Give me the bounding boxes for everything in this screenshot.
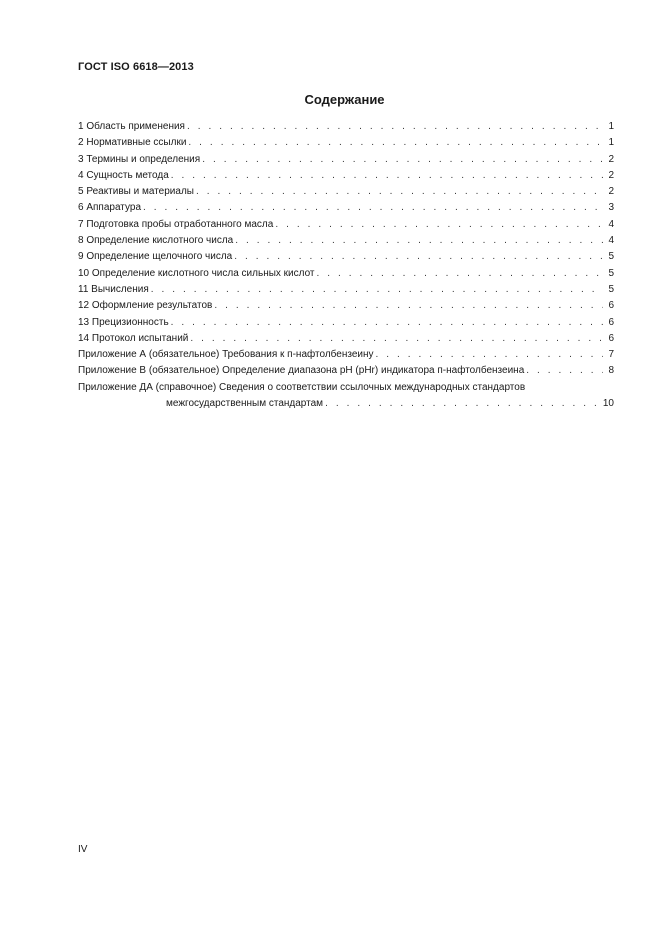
toc-entry-label: 3 Термины и определения xyxy=(78,153,201,165)
toc-entry-page: 7 xyxy=(608,349,614,361)
toc-entry-label: 4 Сущность метода xyxy=(78,169,169,181)
toc-entry[interactable] xyxy=(78,200,614,216)
toc-entry-page: 3 xyxy=(608,202,614,214)
toc-entry-label-continuation: межгосударственным стандартам xyxy=(166,398,324,410)
toc-entry[interactable] xyxy=(78,119,614,135)
toc-entry-page: 1 xyxy=(608,137,614,149)
toc-leader-dots xyxy=(325,396,600,412)
toc-leader-dots xyxy=(234,249,603,265)
toc-entry-page: 4 xyxy=(608,218,614,230)
toc-entry-page: 6 xyxy=(608,300,614,312)
toc-leader-dots xyxy=(526,363,603,379)
toc-entry[interactable] xyxy=(78,168,614,184)
toc-entry-label: 12 Оформление результатов xyxy=(78,300,213,312)
toc-entry[interactable] xyxy=(78,315,614,331)
toc-entry-label: Приложение А (обязательное) Требования к п-нафтолбензеину xyxy=(78,349,374,361)
document-header: ГОСТ ISO 6618—2013 xyxy=(78,61,194,73)
toc-entry[interactable] xyxy=(78,298,614,314)
toc-entry-label: 5 Реактивы и материалы xyxy=(78,186,194,198)
toc-entry-page: 6 xyxy=(608,316,614,328)
toc-entry-label: 14 Протокол испытаний xyxy=(78,332,189,344)
toc-entry[interactable] xyxy=(78,282,614,298)
toc-leader-dots xyxy=(171,315,603,331)
toc-title: Содержание xyxy=(304,92,385,107)
toc-entry-appendix-da-continuation[interactable] xyxy=(78,396,614,412)
toc-entry-label: Приложение ДА (справочное) Сведения о соответствии ссылочных международных стандартов xyxy=(78,381,526,393)
toc-leader-dots xyxy=(214,298,603,314)
toc-entry-page: 5 xyxy=(608,267,614,279)
toc-entry-label: 9 Определение щелочного числа xyxy=(78,251,233,263)
toc-entry[interactable] xyxy=(78,217,614,233)
toc-entry-page: 5 xyxy=(608,251,614,263)
toc-leader-dots xyxy=(188,135,603,151)
toc-entry-page: 5 xyxy=(608,283,614,295)
toc-entry-page: 1 xyxy=(608,121,614,132)
toc-entry[interactable] xyxy=(78,363,614,379)
toc-entry-appendix-da[interactable] xyxy=(78,380,614,396)
toc-entry-page: 4 xyxy=(608,235,614,247)
toc-entry-label: 8 Определение кислотного числа xyxy=(78,235,234,247)
toc-leader-dots xyxy=(317,266,603,282)
toc-leader-dots xyxy=(235,233,603,249)
toc-entry[interactable] xyxy=(78,347,614,363)
toc-leader-dots xyxy=(143,200,603,216)
toc-entry-label: 11 Вычисления xyxy=(78,283,149,295)
toc-leader-dots xyxy=(202,152,603,168)
toc-entry-page: 8 xyxy=(608,365,614,377)
toc-entry-label: 6 Аппаратура xyxy=(78,202,142,214)
page-number: IV xyxy=(78,844,88,855)
table-of-contents xyxy=(78,119,614,412)
toc-entry-label: 13 Прецизионность xyxy=(78,316,169,328)
toc-leader-dots xyxy=(187,119,603,135)
toc-entry-page: 2 xyxy=(608,169,614,181)
toc-entry-page: 2 xyxy=(608,186,614,198)
toc-entry[interactable] xyxy=(78,266,614,282)
toc-leader-dots xyxy=(275,217,603,233)
toc-leader-dots xyxy=(190,331,603,347)
toc-entry[interactable] xyxy=(78,152,614,168)
toc-leader-dots xyxy=(171,168,603,184)
toc-entry-label: 10 Определение кислотного числа сильных кислот xyxy=(78,267,315,279)
toc-entry-label: 2 Нормативные ссылки xyxy=(78,137,187,149)
toc-entry-page: 6 xyxy=(608,332,614,344)
toc-leader-dots xyxy=(151,282,603,298)
toc-entry-page: 10 xyxy=(602,398,614,410)
toc-leader-dots xyxy=(196,184,603,200)
toc-entry[interactable] xyxy=(78,233,614,249)
toc-entry-label: 7 Подготовка пробы отработанного масла xyxy=(78,218,274,230)
toc-entry[interactable] xyxy=(78,331,614,347)
toc-entry-label: 1 Область применения xyxy=(78,121,185,132)
toc-entry-page: 2 xyxy=(608,153,614,165)
toc-entry[interactable] xyxy=(78,135,614,151)
toc-leader-dots xyxy=(376,347,603,363)
toc-entry[interactable] xyxy=(78,249,614,265)
toc-entry[interactable] xyxy=(78,184,614,200)
toc-entry-label: Приложение В (обязательное) Определение диапазона pH (pHr) индикатора п-нафтолбензеина xyxy=(78,365,525,377)
